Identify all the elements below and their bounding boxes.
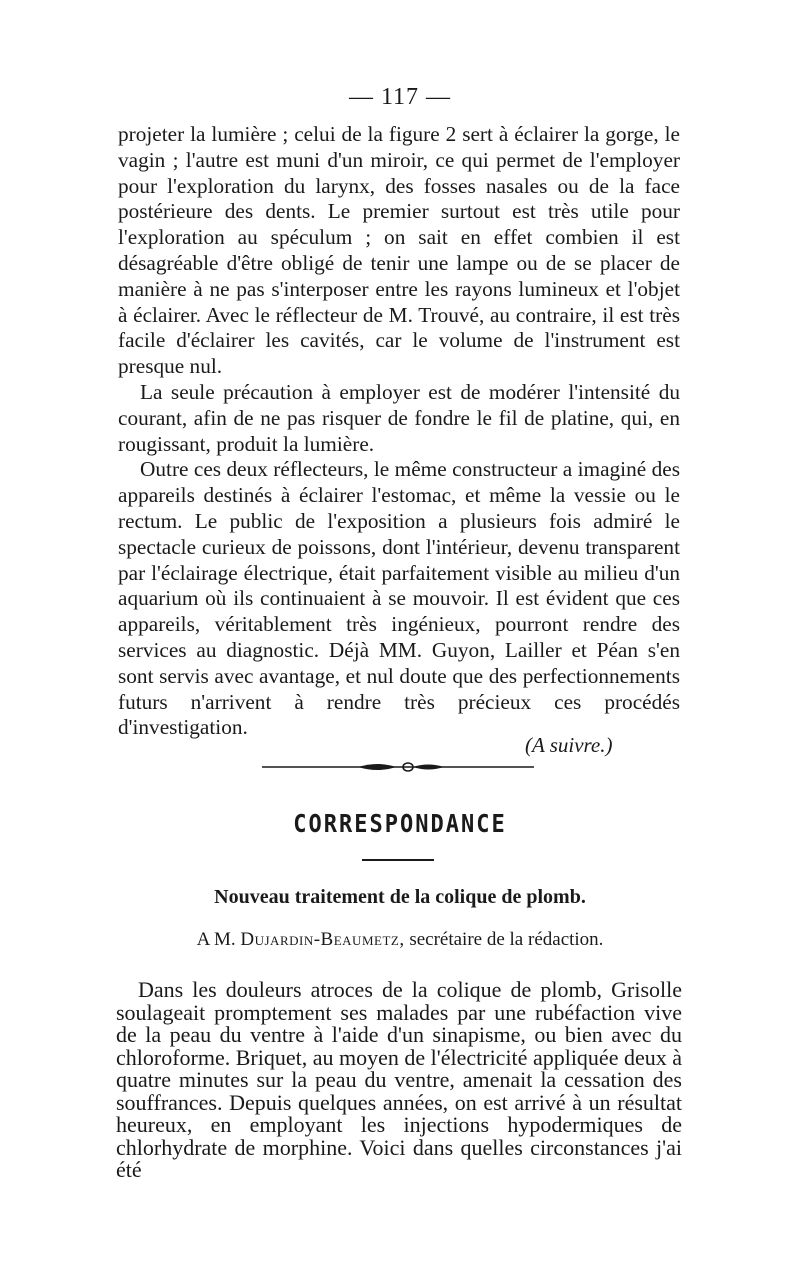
article-continuation	[118, 122, 680, 741]
to-be-continued-note: (A suivre.)	[525, 733, 613, 757]
addressee-role: secrétaire de la rédaction.	[409, 929, 604, 950]
heading-rule	[362, 859, 434, 861]
letter-body	[116, 979, 682, 1182]
addressee-name: Dujardin-Beaumetz,	[240, 929, 405, 950]
page-number: — 117 —	[348, 84, 452, 110]
letter-subtitle: Nouveau traitement de la colique de plomb.	[214, 886, 586, 908]
ornamental-divider	[262, 757, 534, 777]
letter-addressee	[0, 929, 800, 951]
body-paragraph-1: projeter la lumière ; celui de la figure 2 sert à éclairer la gorge, le vagin ; l'autre est muni d'un miroir, ce qui permet de l'employer pour l'exploration du larynx, des fosses nasales ou de la face postérieure des dents. Le premier surtout est très utile pour l'exploration au spéculum ; on sait en effet combien il est désagréable d'être obligé de tenir une lampe ou de se placer de manière à ne pas s'interposer entre les rayons lumineux et l'objet à éclairer. Avec le réflecteur de M. Trouvé, au contraire, il est très facile d'éclairer les cavités, car le volume de l'instrument est presque nul.	[118, 122, 680, 379]
addressee-prefix: A M.	[196, 929, 236, 950]
section-heading: CORRESPONDANCE	[293, 810, 507, 839]
body-paragraph-2: La seule précaution à employer est de modérer l'intensité du courant, afin de ne pas risquer de fondre le fil de platine, qui, en rougissant, produit la lumière.	[118, 379, 680, 456]
letter-paragraph-1: Dans les douleurs atroces de la colique de plomb, Grisolle soulageait promptement ses malades par une rubéfaction vive de la peau du ventre à l'aide d'un sinapisme, ou bien avec du chloroforme. Briquet, au moyen de l'électricité appliquée deux à quatre minutes sur la peau du ventre, amenait la cessation des souffrances. Depuis quelques années, on est arrivé à un résultat heureux, en employant les injections hypodermiques de chlorhydrate de morphine. Voici dans quelles circonstances j'ai été	[116, 977, 682, 1182]
body-paragraph-3: Outre ces deux réflecteurs, le même constructeur a imaginé des appareils destinés à éclairer l'estomac, et même la vessie ou le rectum. Le public de l'exposition a plusieurs fois admiré le spectacle curieux de poissons, dont l'intérieur, devenu transparent par l'éclairage électrique, était parfaitement visible au milieu d'un aquarium où ils continuaient à se mouvoir. Il est évident que ces appareils, véritablement très ingénieux, pourront rendre des services au diagnostic. Déjà MM. Guyon, Lailler et Péan s'en sont servis avec avantage, et nul doute que des perfectionnements futurs n'arrivent à rendre très précieux ces procédés d'investigation.	[118, 457, 680, 740]
